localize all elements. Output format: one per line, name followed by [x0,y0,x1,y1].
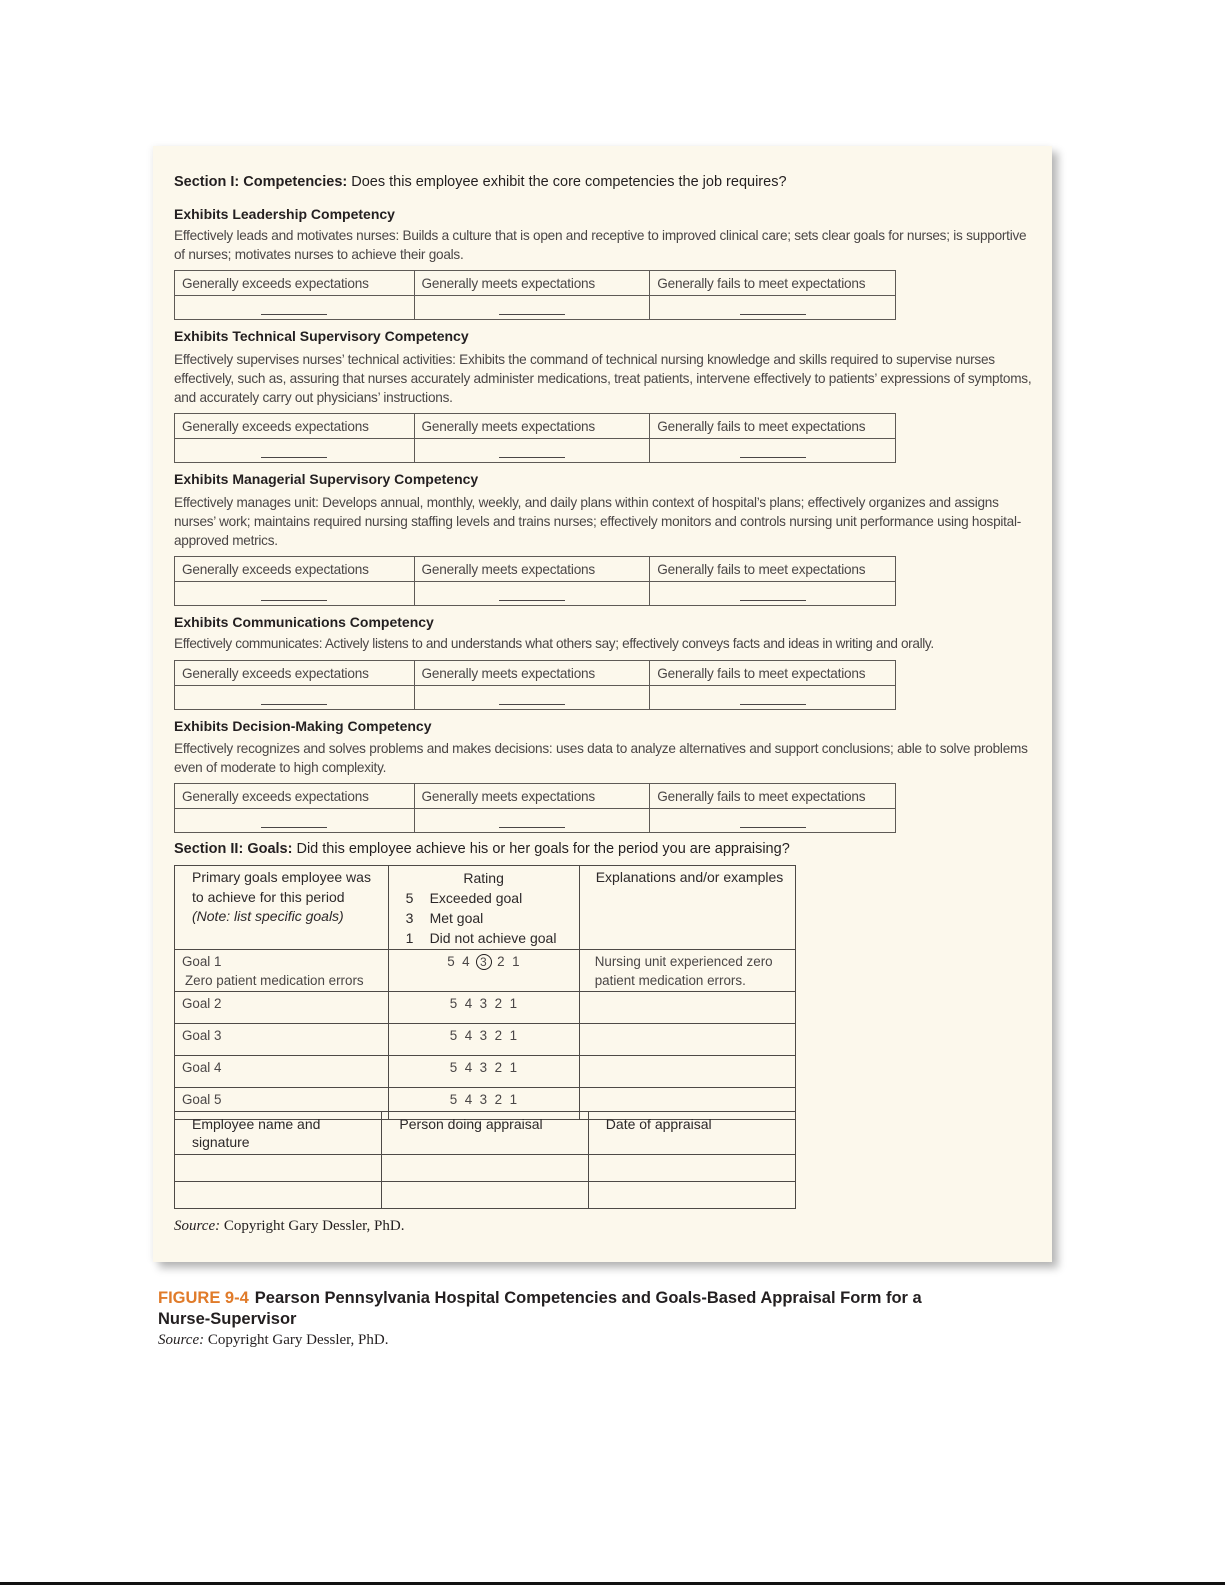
appraiser-field[interactable] [382,1182,588,1209]
goal-cell: Goal 3 [175,1024,389,1056]
header-rating [388,866,579,950]
competency-title-communications: Exhibits Communications Competency [174,614,434,630]
figure-title: Pearson Pennsylvania Hospital Competencies and Goals-Based Appraisal Form for a Nurse-Supervisor [158,1289,922,1328]
header-rating-label: Rating [463,870,504,886]
competency-title-decision-making: Exhibits Decision-Making Competency [174,718,432,734]
option-meets: Generally meets expectations [414,414,650,439]
rating-option-1[interactable]: 1 [509,1092,518,1107]
figure-caption [158,1288,958,1330]
rating-selector [388,950,579,992]
check-field-fails[interactable] [650,296,896,320]
header-explanations: Explanations and/or examples [579,866,795,950]
section1-question: Does this employee exhibit the core competencies the job requires? [351,174,787,190]
goals-header-row [175,866,796,950]
rating-table-technical [174,413,896,463]
rating-option-1[interactable]: 1 [509,1060,518,1075]
option-exceeds: Generally exceeds expectations [175,784,415,809]
goal-cell: Goal 4 [175,1056,389,1088]
check-field-exceeds[interactable] [175,809,415,833]
scale-item: 3 Met goal [405,910,484,926]
goal-cell: Goal 5 [175,1088,389,1120]
date-field[interactable] [588,1155,795,1182]
check-field-fails[interactable] [650,582,896,606]
rating-selector [388,1024,579,1056]
rating-option-5[interactable]: 5 [447,954,456,969]
rating-table-communications [174,660,896,710]
rating-selector [388,992,579,1024]
option-meets: Generally meets expectations [414,661,650,686]
rating-option-5[interactable]: 5 [449,1028,458,1043]
check-field-meets[interactable] [414,439,650,463]
goal-cell: Goal 1 Zero patient medication errors [175,950,389,992]
rating-option-5[interactable]: 5 [449,996,458,1011]
section2-question: Did this employee achieve his or her goals for the period you are appraising? [296,841,790,857]
rating-option-4[interactable]: 4 [464,1092,473,1107]
rating-option-2[interactable]: 2 [494,1060,503,1075]
explanation-cell[interactable] [579,1024,795,1056]
rating-option-1[interactable]: 1 [512,954,521,969]
competency-title-managerial: Exhibits Managerial Supervisory Competency [174,471,479,487]
competency-desc-managerial: Effectively manages unit: Develops annual, monthly, weekly, and daily plans within context of hospital’s plans; effectively organizes and assigns nurses’ work; maintains required nursing staffing levels and trains nurses; effectively monitors and controls nursing unit performance using hospital-approved metrics. [174,495,1022,548]
goal-row [175,950,796,992]
source-credit-outer: Source: Copyright Gary Dessler, PhD. [158,1332,389,1348]
option-meets: Generally meets expectations [414,784,650,809]
section1-heading [174,174,787,190]
section1-label: Section I: Competencies: [174,174,348,190]
option-fails: Generally fails to meet expectations [650,784,896,809]
rating-option-2[interactable]: 2 [497,954,506,969]
explanation-cell[interactable]: Nursing unit experienced zero patient medication errors. [579,950,795,992]
competency-desc-technical: Effectively supervises nurses’ technical activities: Exhibits the command of technical nursing knowledge and skills required to supervise nurses effectively, such as, assuring that nurses accurately administer medications, treat patients, intervene effectively to patients’ expressions of symptoms, and accurately carry out physicians’ instructions. [174,352,1032,405]
goal-row [175,1024,796,1056]
option-exceeds: Generally exceeds expectations [175,271,415,296]
check-field-meets[interactable] [414,809,650,833]
option-exceeds: Generally exceeds expectations [175,557,415,582]
check-field-meets[interactable] [414,296,650,320]
check-field-exceeds[interactable] [175,296,415,320]
rating-option-3-selected[interactable]: 3 [476,954,492,970]
explanation-cell[interactable] [579,1056,795,1088]
scale-item: 5 Exceeded goal [405,890,523,906]
source-credit-inner: Source: Copyright Gary Dessler, PhD. [174,1218,405,1234]
goal-row [175,992,796,1024]
rating-option-2[interactable]: 2 [494,1092,503,1107]
option-fails: Generally fails to meet expectations [650,661,896,686]
option-fails: Generally fails to meet expectations [650,414,896,439]
check-field-meets[interactable] [414,582,650,606]
employee-name-field[interactable] [175,1182,382,1209]
check-field-fails[interactable] [650,439,896,463]
check-field-meets[interactable] [414,686,650,710]
signature-row [175,1155,796,1182]
competency-desc-decision-making: Effectively recognizes and solves problems and makes decisions: uses data to analyze alternatives and support conclusions; able to solve problems even of moderate to high complexity. [174,741,1028,775]
option-meets: Generally meets expectations [414,271,650,296]
option-fails: Generally fails to meet expectations [650,557,896,582]
rating-option-4[interactable]: 4 [464,1060,473,1075]
rating-option-1[interactable]: 1 [509,996,518,1011]
explanation-cell[interactable] [579,992,795,1024]
header-date: Date of appraisal [588,1112,795,1155]
rating-option-1[interactable]: 1 [509,1028,518,1043]
check-field-fails[interactable] [650,686,896,710]
rating-option-3[interactable]: 3 [479,1092,488,1107]
header-appraiser: Person doing appraisal [382,1112,588,1155]
rating-option-5[interactable]: 5 [449,1092,458,1107]
rating-table-decision-making [174,783,896,833]
goals-table [174,865,796,1120]
competency-title-technical: Exhibits Technical Supervisory Competency [174,328,469,344]
option-exceeds: Generally exceeds expectations [175,414,415,439]
goal-cell: Goal 2 [175,992,389,1024]
rating-option-2[interactable]: 2 [494,1028,503,1043]
check-field-exceeds[interactable] [175,439,415,463]
rating-option-4[interactable]: 4 [462,954,471,969]
scale-item: 1 Did not achieve goal [405,930,557,946]
option-fails: Generally fails to meet expectations [650,271,896,296]
rating-option-3[interactable]: 3 [479,1028,488,1043]
rating-option-4[interactable]: 4 [464,996,473,1011]
rating-table-leadership [174,270,896,320]
rating-option-2[interactable]: 2 [494,996,503,1011]
signature-row [175,1182,796,1209]
figure-number: FIGURE 9-4 [158,1289,249,1307]
check-field-exceeds[interactable] [175,582,415,606]
rating-table-managerial [174,556,896,606]
signature-table [174,1111,796,1209]
goal-detail: Zero patient medication errors [185,972,364,988]
appraiser-field[interactable] [382,1155,588,1182]
competency-title-leadership: Exhibits Leadership Competency [174,206,395,222]
section2-heading [174,841,790,857]
rating-option-5[interactable]: 5 [449,1060,458,1075]
rating-option-3[interactable]: 3 [479,1060,488,1075]
goal-row [175,1056,796,1088]
check-field-fails[interactable] [650,809,896,833]
header-primary-goals: Primary goals employee was to achieve for this period (Note: list specific goals) [175,866,389,950]
header-note: (Note: list specific goals) [192,908,344,924]
section2-label: Section II: Goals: [174,841,293,857]
header-employee-name: Employee name and signature [175,1112,382,1155]
date-field[interactable] [588,1182,795,1209]
rating-option-4[interactable]: 4 [464,1028,473,1043]
employee-name-field[interactable] [175,1155,382,1182]
rating-option-3[interactable]: 3 [479,996,488,1011]
option-exceeds: Generally exceeds expectations [175,661,415,686]
competency-desc-communications: Effectively communicates: Actively listens to and understands what others say; effectively conveys facts and ideas in writing and orally. [174,636,934,651]
option-meets: Generally meets expectations [414,557,650,582]
signature-header-row [175,1112,796,1155]
competency-desc-leadership: Effectively leads and motivates nurses: Builds a culture that is open and receptive to improved clinical care; sets clear goals for nurses; is supportive of nurses; motivates nurses to achieve their goals. [174,228,1027,262]
check-field-exceeds[interactable] [175,686,415,710]
rating-selector [388,1056,579,1088]
